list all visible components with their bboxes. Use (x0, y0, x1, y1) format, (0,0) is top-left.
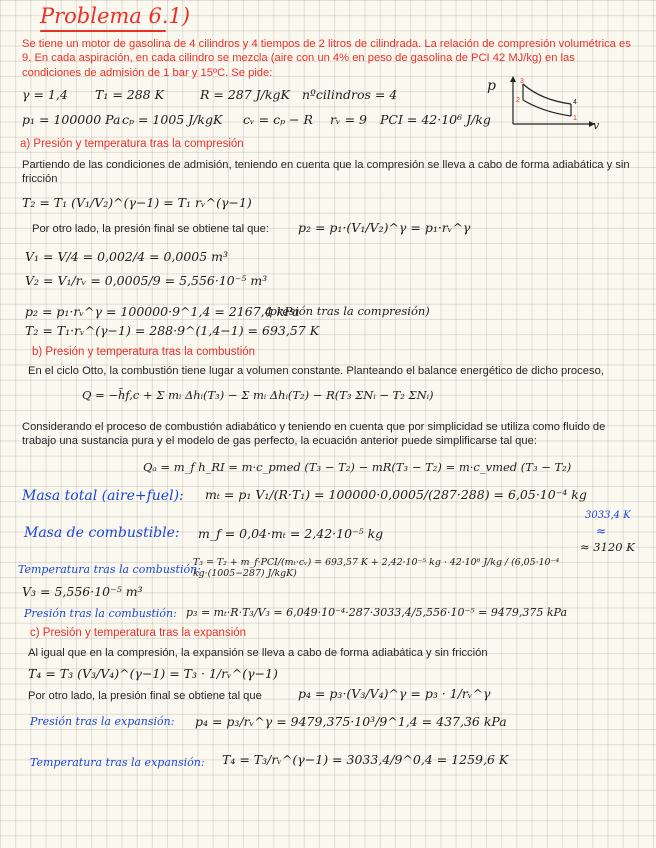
given-r: R = 287 J/kgK (200, 87, 290, 102)
pv-point-3: 3 (520, 78, 524, 85)
temp-exp-eq: T₄ = T₃/rᵥ^(γ−1) = 3033,4/9^0,4 = 1259,6 K (222, 752, 509, 767)
given-pci: PCI = 42·10⁶ J/kg (380, 112, 491, 127)
eq-energy-balance: Q = −h̄f,c + Σ mᵢ Δhᵢ(T₃) − Σ mᵢ Δhᵢ(T₂) − R(T₃ ΣNᵢ − T₂ ΣNᵢ) (82, 388, 434, 402)
given-gamma: γ = 1,4 (22, 87, 68, 102)
title-underline (40, 30, 166, 32)
masa-comb-eq: m_f = 0,04·mₜ = 2,42·10⁻⁵ kg (198, 526, 384, 541)
masa-total-eq: mₜ = p₁ V₁/(R·T₁) = 100000·0,0005/(287·288) = 6,05·10⁻⁴ kg (205, 487, 587, 502)
pv-axis-p: p (487, 78, 496, 94)
eq-t2-formula: T₂ = T₁ (V₁/V₂)^(γ−1) = T₁ rᵥ^(γ−1) (22, 195, 252, 210)
given-ncil: nºcilindros = 4 (302, 87, 398, 102)
temp-comb-label: Temperatura tras la combustión: (18, 563, 201, 576)
section-a-heading: a) Presión y temperatura tras la compresión (20, 138, 244, 150)
eq-t2-value: T₂ = T₁·rᵥ^(γ−1) = 288·9^(1,4−1) = 693,57 K (25, 323, 320, 338)
given-cv: cᵥ = cₚ − R (243, 112, 313, 127)
section-b-heading: b) Presión y temperatura tras la combustión (32, 346, 256, 358)
pv-point-2: 2 (516, 97, 520, 104)
eq-t4-formula: T₄ = T₃ (V₃/V₄)^(γ−1) = T₃ · 1/rᵥ^(γ−1) (28, 666, 278, 681)
note-approx: ≈ (596, 524, 607, 538)
eq-p2-value: p₂ = p₁·rᵥ^γ = 100000·9^1,4 = 2167,4 kPa (25, 304, 300, 319)
masa-comb-label: Masa de combustible: (24, 525, 180, 541)
pres-exp-eq: p₄ = p₃/rᵥ^γ = 9479,375·10³/9^1,4 = 437,36 kPa (195, 714, 507, 729)
pres-comb-eq: p₃ = mₜ·R·T₃/V₃ = 6,049·10⁻⁴·287·3033,4/5,556·10⁻⁵ = 9479,375 kPa (186, 606, 568, 619)
temp-exp-label: Temperatura tras la expansión: (30, 756, 205, 769)
given-p1: p₁ = 100000 Pa (22, 112, 121, 127)
pres-comb-label: Presión tras la combustión: (24, 607, 177, 620)
given-rv: rᵥ = 9 (330, 112, 368, 127)
section-c-pressure-text: Por otro lado, la presión final se obtiene tal que (28, 690, 262, 702)
eq-p4-formula: p₄ = p₃·(V₃/V₄)^γ = p₃ · 1/rᵥ^γ (298, 686, 491, 701)
eq-v2: V₂ = V₁/rᵥ = 0,0005/9 = 5,556·10⁻⁵ m³ (25, 273, 268, 288)
pres-exp-label: Presión tras la expansión: (30, 715, 175, 728)
section-a-pressure-text: Por otro lado, la presión final se obtiene tal que: (32, 223, 269, 235)
eq-qa: Qₐ = m_f h_RI = m·c_pmed (T₃ − T₂) − mR(T₃ − T₂) = m·c_vmed (T₃ − T₂) (143, 460, 572, 474)
given-cp: cₚ = 1005 J/kgK (122, 112, 223, 127)
given-t1: T₁ = 288 K (95, 87, 164, 102)
pv-point-4: 4 (573, 99, 577, 106)
section-c-heading: c) Presión y temperatura tras la expansión (30, 627, 247, 639)
note-3120: ≈ 3120 K (580, 540, 635, 554)
eq-p2-formula: p₂ = p₁·(V₁/V₂)^γ = p₁·rᵥ^γ (298, 220, 471, 235)
section-c-intro: Al igual que en la compresión, la expansión se lleva a cabo de forma adiabática y sin fricción (28, 647, 488, 659)
pv-axis-v: v (593, 119, 600, 130)
page-title: Problema 6.1) (40, 4, 191, 28)
note-3033: 3033,4 K (585, 510, 631, 521)
masa-total-label: Masa total (aire+fuel): (22, 488, 184, 504)
temp-comb-eq: T₃ = T₂ + m_f·PCI/(mₜ·cᵥ) = 693,57 K + 2,42·10⁻⁵ kg · 42·10⁶ J/kg / (6,05·10⁻⁴ kg·(1005−287) J/kgK) (193, 557, 560, 579)
pv-point-1: 1 (573, 115, 577, 122)
eq-v1: V₁ = V/4 = 0,002/4 = 0,0005 m³ (25, 249, 229, 264)
pv-diagram (483, 74, 601, 130)
v3-value: V₃ = 5,556·10⁻⁵ m³ (22, 584, 143, 599)
section-b-consider: Considerando el proceso de combustión adiabático y teniendo en cuenta que por simplicidad se utiliza como fluido de trabajo una sustancia pura y el modelo de gas perfecto, la ecuación anterior puede simplificarse tal que: (22, 421, 606, 447)
section-b-intro: En el ciclo Otto, la combustión tiene lugar a volumen constante. Planteando el balance energético de dicho proceso, (28, 365, 604, 377)
section-a-intro: Partiendo de las condiciones de admisión, teniendo en cuenta que la compresión se lleva a cabo de forma adiabática y sin fricción (22, 159, 630, 185)
note-p2: (presión tras la compresión) (265, 304, 430, 318)
problem-statement: Se tiene un motor de gasolina de 4 cilindros y 4 tiempos de 2 litros de cilindrada. La relación de compresión volumétrica es 9. En cada aspiración, en cada cilindro se mezcla (aire con un 4% en peso de gasolina de PCI 42 MJ/kg) en las condiciones de admisión de 1 bar y 15ºC. Se pide: (22, 38, 631, 79)
